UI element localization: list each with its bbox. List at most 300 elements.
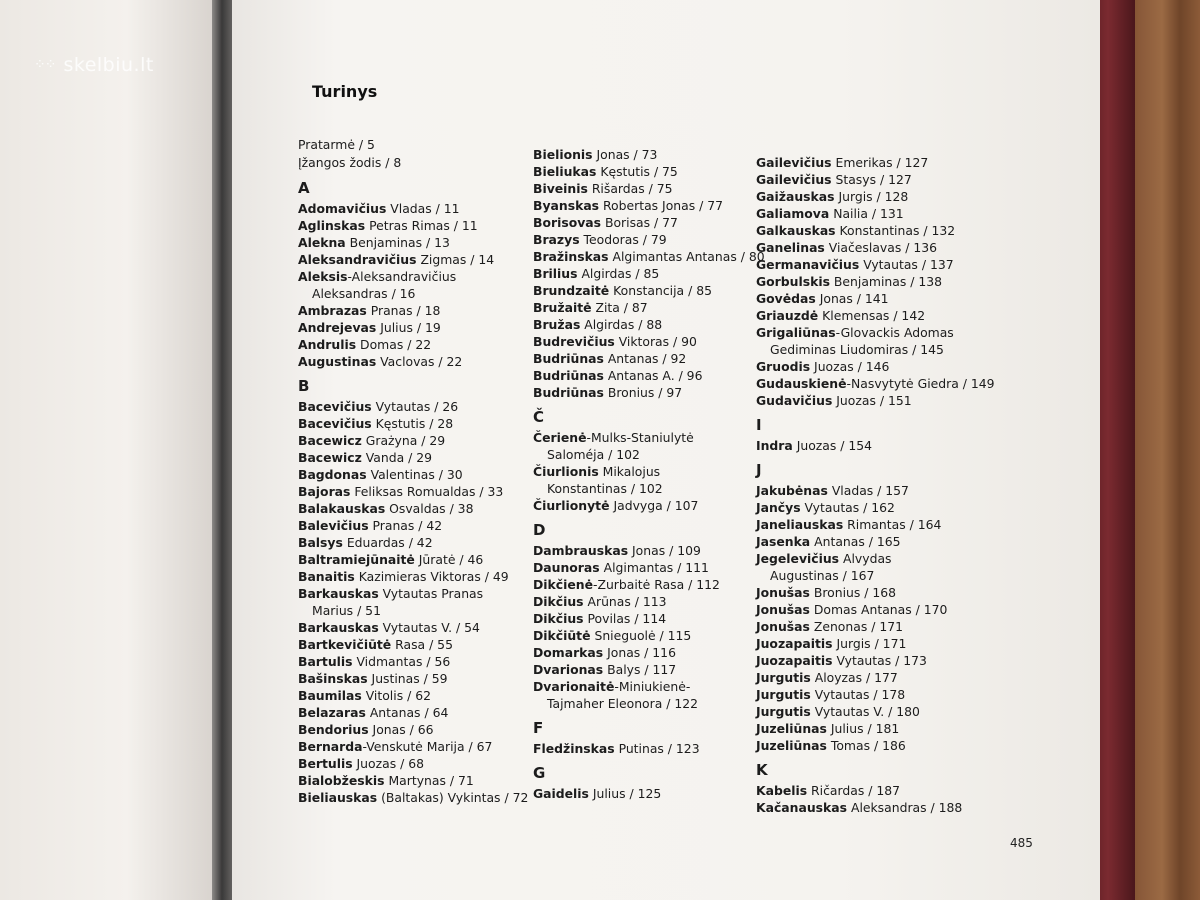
entry-surname: Bagdonas bbox=[298, 467, 367, 482]
section-letter: Č bbox=[533, 408, 545, 426]
index-entry bbox=[298, 302, 528, 319]
entry-details: Kęstutis / 28 bbox=[371, 416, 454, 431]
index-entry bbox=[298, 687, 528, 704]
index-entry bbox=[298, 636, 528, 653]
entry-details: Alvydas bbox=[839, 551, 892, 566]
entry-details: Jonas / 73 bbox=[592, 147, 658, 162]
entry-details: Algirdas / 88 bbox=[580, 317, 663, 332]
index-entry-continuation: Aleksandras / 16 bbox=[312, 286, 416, 301]
entry-details: Benjaminas / 138 bbox=[829, 274, 943, 289]
entry-surname: Baltramiejūnaitė bbox=[298, 552, 415, 567]
index-entry bbox=[756, 799, 986, 816]
index-entry bbox=[298, 319, 528, 336]
index-entry bbox=[756, 499, 986, 516]
entry-surname: Juzeliūnas bbox=[756, 738, 827, 753]
index-entry bbox=[533, 350, 753, 367]
entry-surname: Čiurlionis bbox=[533, 464, 599, 479]
entry-surname: Bacewicz bbox=[298, 450, 362, 465]
index-entry-continuation: Gediminas Liudomiras / 145 bbox=[770, 342, 944, 357]
watermark bbox=[34, 54, 154, 76]
section-letter: K bbox=[756, 761, 768, 779]
entry-surname: Juzeliūnas bbox=[756, 721, 827, 736]
entry-surname: Bražinskas bbox=[533, 249, 609, 264]
preface-entry: Pratarmė / 5 bbox=[298, 137, 375, 152]
index-entry bbox=[298, 500, 528, 517]
index-entry bbox=[298, 704, 528, 721]
entry-details: Feliksas Romualdas / 33 bbox=[350, 484, 504, 499]
entry-surname: Jurgutis bbox=[756, 687, 811, 702]
section-letter: A bbox=[298, 179, 310, 197]
index-entry bbox=[533, 644, 753, 661]
entry-details: Konstancija / 85 bbox=[609, 283, 712, 298]
entry-surname: Kačanauskas bbox=[756, 800, 848, 815]
entry-details: Viačeslavas / 136 bbox=[824, 240, 937, 255]
index-entry bbox=[298, 251, 528, 268]
index-entry bbox=[756, 358, 986, 375]
entry-details: Bronius / 168 bbox=[809, 585, 897, 600]
entry-surname: Biveinis bbox=[533, 181, 588, 196]
entry-details: -Venskutė Marija / 67 bbox=[362, 739, 493, 754]
index-entry bbox=[756, 482, 986, 499]
entry-details: Julius / 19 bbox=[376, 320, 441, 335]
entry-surname: Dikčiūtė bbox=[533, 628, 591, 643]
index-entry bbox=[756, 601, 986, 618]
index-entry bbox=[756, 782, 986, 799]
entry-surname: Jonušas bbox=[756, 619, 810, 634]
entry-surname: Alekna bbox=[298, 235, 346, 250]
entry-surname: Jakubėnas bbox=[756, 483, 828, 498]
entry-details: Klemensas / 142 bbox=[818, 308, 926, 323]
entry-surname: Brundzaitė bbox=[533, 283, 610, 298]
entry-details: Jūratė / 46 bbox=[414, 552, 484, 567]
index-entry bbox=[756, 584, 986, 601]
index-entry bbox=[756, 437, 986, 454]
entry-details: -Glovackis Adomas bbox=[835, 325, 954, 340]
entry-surname: Juozapaitis bbox=[756, 636, 833, 651]
entry-details: Jurgis / 128 bbox=[834, 189, 909, 204]
entry-details: -Zurbaitė Rasa / 112 bbox=[593, 577, 720, 592]
entry-details: Petras Rimas / 11 bbox=[365, 218, 478, 233]
index-entry bbox=[298, 534, 528, 551]
entry-surname: Aleksis bbox=[298, 269, 348, 284]
entry-surname: Bacevičius bbox=[298, 399, 372, 414]
entry-surname: Gaidelis bbox=[533, 786, 589, 801]
index-entry bbox=[533, 248, 765, 265]
entry-surname: Bialobžeskis bbox=[298, 773, 385, 788]
entry-surname: Jurgutis bbox=[756, 670, 811, 685]
entry-details: Vanda / 29 bbox=[361, 450, 432, 465]
entry-details: Jonas / 141 bbox=[815, 291, 889, 306]
entry-surname: Balevičius bbox=[298, 518, 369, 533]
index-entry bbox=[533, 463, 753, 480]
entry-details: Robertas Jonas / 77 bbox=[599, 198, 724, 213]
entry-details: Juozas / 151 bbox=[832, 393, 912, 408]
index-entry bbox=[756, 720, 986, 737]
entry-details: Vytautas / 162 bbox=[800, 500, 895, 515]
entry-details: Antanas A. / 96 bbox=[603, 368, 703, 383]
entry-details: Mikalojus bbox=[598, 464, 661, 479]
entry-surname: Balsys bbox=[298, 535, 343, 550]
entry-details: Jonas / 66 bbox=[368, 722, 434, 737]
index-column-2 bbox=[533, 146, 765, 802]
entry-details: Antanas / 64 bbox=[365, 705, 449, 720]
entry-details: Vladas / 157 bbox=[827, 483, 909, 498]
entry-surname: Gaižauskas bbox=[756, 189, 835, 204]
section-letter: G bbox=[533, 764, 546, 782]
index-entry bbox=[533, 282, 753, 299]
entry-surname: Govėdas bbox=[756, 291, 816, 306]
entry-details: Algimantas Antanas / 80 bbox=[608, 249, 765, 264]
entry-surname: Brilius bbox=[533, 266, 578, 281]
index-entry bbox=[533, 785, 753, 802]
index-entry bbox=[298, 415, 528, 432]
entry-details: Julius / 181 bbox=[826, 721, 900, 736]
entry-surname: Bertulis bbox=[298, 756, 353, 771]
index-column-1 bbox=[298, 136, 528, 806]
entry-details: Jonas / 109 bbox=[628, 543, 701, 558]
entry-details: Vaclovas / 22 bbox=[376, 354, 463, 369]
entry-surname: Adomavičius bbox=[298, 201, 387, 216]
index-entry bbox=[756, 375, 995, 392]
page-title: Turinys bbox=[312, 82, 378, 101]
entry-surname: Čerienė bbox=[533, 430, 587, 445]
entry-surname: Gailevičius bbox=[756, 172, 832, 187]
index-entry bbox=[756, 273, 986, 290]
entry-surname: Fledžinskas bbox=[533, 741, 615, 756]
entry-details: Vytautas / 26 bbox=[371, 399, 459, 414]
index-entry bbox=[298, 789, 528, 806]
entry-details: Bronius / 97 bbox=[603, 385, 683, 400]
entry-details: Kazimieras Viktoras / 49 bbox=[354, 569, 509, 584]
entry-surname: Budriūnas bbox=[533, 368, 604, 383]
entry-surname: Bartkevičiūtė bbox=[298, 637, 392, 652]
index-entry bbox=[298, 449, 528, 466]
entry-surname: Jurgutis bbox=[756, 704, 811, 719]
index-entry bbox=[756, 239, 986, 256]
section-letter: F bbox=[533, 719, 544, 737]
entry-surname: Dvarionas bbox=[533, 662, 604, 677]
entry-surname: Bielionis bbox=[533, 147, 593, 162]
entry-details: Vytautas / 173 bbox=[832, 653, 927, 668]
index-entry bbox=[533, 384, 753, 401]
index-entry-continuation: Augustinas / 167 bbox=[770, 568, 875, 583]
index-entry bbox=[298, 653, 528, 670]
index-entry bbox=[756, 290, 986, 307]
index-entry-continuation: Marius / 51 bbox=[312, 603, 381, 618]
index-entry-continuation: Tajmaher Eleonora / 122 bbox=[547, 696, 699, 711]
entry-surname: Čiurlionytė bbox=[533, 498, 610, 513]
entry-details: -Mulks-Staniulytė bbox=[586, 430, 694, 445]
index-entry bbox=[533, 367, 753, 384]
entry-surname: Bružaitė bbox=[533, 300, 592, 315]
index-entry bbox=[533, 214, 753, 231]
entry-surname: Baumilas bbox=[298, 688, 362, 703]
entry-surname: Domarkas bbox=[533, 645, 604, 660]
entry-details: Viktoras / 90 bbox=[614, 334, 697, 349]
entry-surname: Aleksandravičius bbox=[298, 252, 417, 267]
index-entry bbox=[533, 610, 753, 627]
entry-surname: Andrejevas bbox=[298, 320, 377, 335]
entry-surname: Bartulis bbox=[298, 654, 353, 669]
entry-surname: Galkauskas bbox=[756, 223, 836, 238]
entry-details: Eduardas / 42 bbox=[342, 535, 433, 550]
entry-details: Vytautas Pranas bbox=[378, 586, 484, 601]
index-entry bbox=[533, 627, 753, 644]
index-entry bbox=[756, 550, 986, 567]
entry-details: Aleksandras / 188 bbox=[847, 800, 963, 815]
entry-details: Konstantinas / 132 bbox=[835, 223, 956, 238]
entry-details: -Nasvytytė Giedra / 149 bbox=[846, 376, 995, 391]
entry-details: Pranas / 42 bbox=[368, 518, 443, 533]
entry-details: Kęstutis / 75 bbox=[596, 164, 678, 179]
entry-details: Osvaldas / 38 bbox=[385, 501, 474, 516]
entry-details: Snieguolė / 115 bbox=[590, 628, 692, 643]
entry-surname: Budriūnas bbox=[533, 385, 604, 400]
index-entry bbox=[756, 618, 986, 635]
entry-surname: Byanskas bbox=[533, 198, 600, 213]
entry-details: Grażyna / 29 bbox=[361, 433, 446, 448]
index-entry bbox=[298, 619, 528, 636]
entry-surname: Borisovas bbox=[533, 215, 602, 230]
index-entry bbox=[756, 307, 986, 324]
entry-surname: Gudavičius bbox=[756, 393, 833, 408]
entry-details: -Aleksandravičius bbox=[347, 269, 457, 284]
entry-details: Stasys / 127 bbox=[831, 172, 912, 187]
index-entry bbox=[533, 661, 753, 678]
index-entry bbox=[533, 593, 753, 610]
entry-surname: Jonušas bbox=[756, 585, 810, 600]
index-entry bbox=[298, 670, 528, 687]
entry-details: Vitolis / 62 bbox=[361, 688, 431, 703]
index-entry bbox=[298, 466, 528, 483]
entry-surname: Barkauskas bbox=[298, 586, 379, 601]
index-entry bbox=[533, 576, 753, 593]
index-entry bbox=[756, 154, 986, 171]
index-column-3 bbox=[756, 154, 995, 816]
entry-details: Povilas / 114 bbox=[583, 611, 667, 626]
entry-details: Antanas / 165 bbox=[810, 534, 901, 549]
entry-surname: Ambrazas bbox=[298, 303, 367, 318]
entry-details: Nailia / 131 bbox=[829, 206, 904, 221]
entry-details: Zenonas / 171 bbox=[809, 619, 903, 634]
index-entries-3 bbox=[756, 154, 995, 816]
entry-surname: Gailevičius bbox=[756, 155, 832, 170]
entry-details: Vytautas V. / 180 bbox=[810, 704, 920, 719]
entry-surname: Juozapaitis bbox=[756, 653, 833, 668]
index-entry bbox=[756, 669, 986, 686]
index-entry bbox=[756, 652, 986, 669]
entry-surname: Bernarda bbox=[298, 739, 363, 754]
entry-surname: Andrulis bbox=[298, 337, 357, 352]
book-gutter bbox=[212, 0, 234, 900]
index-entry bbox=[298, 772, 528, 789]
index-entry bbox=[298, 517, 528, 534]
index-entries-1 bbox=[298, 179, 528, 806]
section-letter: B bbox=[298, 377, 310, 395]
index-entry bbox=[298, 721, 528, 738]
entry-details: Domas / 22 bbox=[356, 337, 432, 352]
entry-details: Vladas / 11 bbox=[386, 201, 460, 216]
entry-surname: Grigaliūnas bbox=[756, 325, 836, 340]
entry-details: Borisas / 77 bbox=[601, 215, 678, 230]
index-entry bbox=[533, 740, 753, 757]
entry-details: Benjaminas / 13 bbox=[345, 235, 450, 250]
entry-surname: Dambrauskas bbox=[533, 543, 629, 558]
index-entry bbox=[756, 703, 986, 720]
entry-details: Pranas / 18 bbox=[366, 303, 441, 318]
entry-details: Algimantas / 111 bbox=[599, 560, 709, 575]
entry-surname: Bašinskas bbox=[298, 671, 368, 686]
entry-details: Putinas / 123 bbox=[614, 741, 700, 756]
entry-details: Algirdas / 85 bbox=[577, 266, 660, 281]
index-entry bbox=[756, 205, 986, 222]
entry-details: Vytautas / 137 bbox=[859, 257, 954, 272]
entry-surname: Jegelevičius bbox=[756, 551, 840, 566]
entry-details: Arūnas / 113 bbox=[583, 594, 667, 609]
entry-details: Jonas / 116 bbox=[603, 645, 676, 660]
index-entry bbox=[298, 738, 528, 755]
index-entry bbox=[533, 231, 753, 248]
index-entry bbox=[756, 324, 986, 341]
index-entry bbox=[533, 542, 753, 559]
index-entry bbox=[533, 197, 753, 214]
entry-details: (Baltakas) Vykintas / 72 bbox=[377, 790, 529, 805]
entry-surname: Dikčius bbox=[533, 594, 584, 609]
entry-details: Zigmas / 14 bbox=[416, 252, 495, 267]
index-entry bbox=[298, 483, 528, 500]
entry-surname: Augustinas bbox=[298, 354, 377, 369]
entry-surname: Kabelis bbox=[756, 783, 808, 798]
entry-surname: Jasenka bbox=[756, 534, 811, 549]
entry-surname: Ganelinas bbox=[756, 240, 825, 255]
left-page bbox=[0, 0, 212, 900]
index-entry bbox=[756, 635, 986, 652]
index-entry-continuation: Saloméja / 102 bbox=[547, 447, 640, 462]
index-entry bbox=[298, 234, 528, 251]
index-entry bbox=[298, 268, 528, 285]
entry-details: Rišardas / 75 bbox=[587, 181, 673, 196]
entry-surname: Jonušas bbox=[756, 602, 810, 617]
entry-details: Zita / 87 bbox=[591, 300, 648, 315]
entry-surname: Daunoras bbox=[533, 560, 600, 575]
index-entry bbox=[533, 299, 753, 316]
entry-surname: Gorbulskis bbox=[756, 274, 830, 289]
entry-details: Julius / 125 bbox=[588, 786, 662, 801]
entry-details: Antanas / 92 bbox=[603, 351, 687, 366]
entry-surname: Bacevičius bbox=[298, 416, 372, 431]
index-entries-2 bbox=[533, 146, 765, 802]
section-letter: I bbox=[756, 416, 762, 434]
index-entry bbox=[298, 585, 528, 602]
entry-details: Rasa / 55 bbox=[391, 637, 453, 652]
entry-surname: Bieliukas bbox=[533, 164, 597, 179]
index-entry bbox=[533, 163, 753, 180]
entry-surname: Bendorius bbox=[298, 722, 369, 737]
entry-details: Ričardas / 187 bbox=[807, 783, 900, 798]
index-entry bbox=[298, 432, 528, 449]
entry-details: Teodoras / 79 bbox=[579, 232, 667, 247]
entry-surname: Dikčius bbox=[533, 611, 584, 626]
index-entry bbox=[533, 559, 753, 576]
entry-surname: Brazys bbox=[533, 232, 580, 247]
entry-surname: Gudauskienė bbox=[756, 376, 847, 391]
entry-details: -Miniukienė- bbox=[614, 679, 691, 694]
entry-details: Emerikas / 127 bbox=[831, 155, 929, 170]
entry-details: Tomas / 186 bbox=[826, 738, 906, 753]
index-entry bbox=[298, 200, 528, 217]
preface-entry: Įžangos žodis / 8 bbox=[298, 155, 402, 170]
entry-surname: Dikčienė bbox=[533, 577, 593, 592]
index-entry-continuation: Konstantinas / 102 bbox=[547, 481, 663, 496]
entry-surname: Griauzdė bbox=[756, 308, 819, 323]
index-entry bbox=[533, 497, 753, 514]
entry-surname: Germanavičius bbox=[756, 257, 860, 272]
index-entry bbox=[756, 686, 986, 703]
index-entry bbox=[533, 316, 753, 333]
entry-details: Domas Antanas / 170 bbox=[809, 602, 948, 617]
entry-surname: Balakauskas bbox=[298, 501, 386, 516]
entry-surname: Indra bbox=[756, 438, 793, 453]
entry-surname: Barkauskas bbox=[298, 620, 379, 635]
entry-surname: Bajoras bbox=[298, 484, 351, 499]
index-entry bbox=[756, 392, 986, 409]
entry-surname: Janeliauskas bbox=[756, 517, 844, 532]
watermark-dots-icon: ⁘⁘ bbox=[34, 57, 56, 73]
entry-details: Jadvyga / 107 bbox=[609, 498, 699, 513]
entry-details: Valentinas / 30 bbox=[366, 467, 463, 482]
index-entry bbox=[756, 171, 986, 188]
index-entry bbox=[298, 568, 528, 585]
section-letter: J bbox=[756, 461, 762, 479]
entry-surname: Budriūnas bbox=[533, 351, 604, 366]
entry-details: Aloyzas / 177 bbox=[810, 670, 898, 685]
index-entry bbox=[533, 678, 753, 695]
watermark-text: skelbiu.lt bbox=[63, 54, 154, 76]
index-entry bbox=[756, 222, 986, 239]
index-entry bbox=[756, 516, 986, 533]
index-entry bbox=[756, 188, 986, 205]
index-entry bbox=[756, 256, 986, 273]
entry-surname: Budrevičius bbox=[533, 334, 615, 349]
entry-details: Vidmantas / 56 bbox=[352, 654, 451, 669]
entry-surname: Bružas bbox=[533, 317, 581, 332]
entry-details: Juozas / 146 bbox=[810, 359, 890, 374]
entry-surname: Belazaras bbox=[298, 705, 366, 720]
entry-surname: Galiamova bbox=[756, 206, 830, 221]
entry-surname: Jančys bbox=[756, 500, 801, 515]
index-entry bbox=[533, 146, 753, 163]
entry-surname: Banaitis bbox=[298, 569, 355, 584]
index-entry bbox=[298, 551, 528, 568]
entry-details: Martynas / 71 bbox=[384, 773, 474, 788]
entry-details: Juozas / 154 bbox=[792, 438, 873, 453]
entry-details: Balys / 117 bbox=[603, 662, 677, 677]
page-number: 485 bbox=[1010, 836, 1033, 850]
index-entry bbox=[298, 755, 528, 772]
index-entry bbox=[533, 429, 753, 446]
entry-details: Vytautas V. / 54 bbox=[378, 620, 480, 635]
index-entry bbox=[533, 180, 753, 197]
entry-surname: Bacewicz bbox=[298, 433, 362, 448]
index-entry bbox=[298, 217, 528, 234]
entry-details: Rimantas / 164 bbox=[843, 517, 942, 532]
entry-surname: Aglinskas bbox=[298, 218, 366, 233]
index-entry bbox=[298, 353, 528, 370]
entry-details: Jurgis / 171 bbox=[832, 636, 907, 651]
index-entry bbox=[533, 333, 753, 350]
index-entry bbox=[756, 533, 986, 550]
index-entry bbox=[533, 265, 753, 282]
